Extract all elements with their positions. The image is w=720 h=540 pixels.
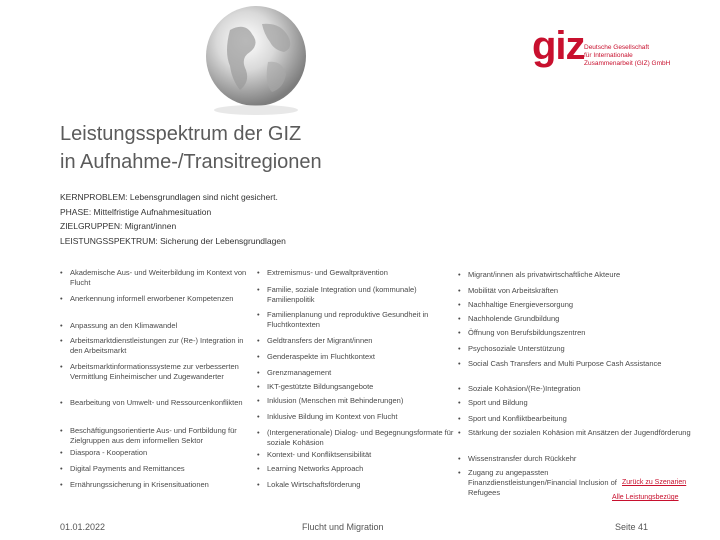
list-item: • Arbeitsmarktinformationssysteme zur verbesserten Vermittlung Einheimischer und Zugewanderter bbox=[60, 362, 239, 381]
list-item: • Nachhaltige Energieversorgung bbox=[458, 300, 574, 309]
logo-line: Deutsche Gesellschaft bbox=[584, 44, 650, 51]
list-item: • Lokale Wirtschaftsförderung bbox=[257, 480, 361, 489]
list-item: • Kontext- und Konfliktsensibilität bbox=[257, 450, 372, 459]
title-line-2: in Aufnahme-/Transitregionen bbox=[60, 151, 322, 173]
list-item: • Grenzmanagement bbox=[257, 368, 332, 377]
list-item: • Digital Payments and Remittances bbox=[60, 464, 185, 473]
list-item: • Learning Networks Approach bbox=[257, 464, 364, 473]
logo-line: für Internationale bbox=[584, 52, 633, 59]
list-item: • Zugang zu angepassten Finanzdienstleistungen/Financial Inclusion of Refugees bbox=[458, 468, 617, 497]
list-item: • (Intergenerationale) Dialog- und Begegnungsformate für soziale Kohäsion bbox=[257, 428, 454, 447]
meta-core-problem: KERNPROBLEM: Lebensgrundlagen sind nicht gesichert. bbox=[60, 192, 278, 202]
footer-date: 01.01.2022 bbox=[60, 522, 106, 532]
footer-page-number: Seite 41 bbox=[615, 522, 649, 532]
globe-image bbox=[190, 0, 322, 120]
list-item: • Soziale Kohäsion/(Re-)Integration bbox=[458, 384, 581, 393]
list-item: • Familienplanung und reproduktive Gesundheit in Fluchtkontexten bbox=[257, 310, 429, 329]
list-item: • Stärkung der sozialen Kohäsion mit Ansätzen der Jugendförderung bbox=[458, 428, 691, 437]
all-services-link[interactable]: Alle Leistungsbezüge bbox=[612, 494, 679, 501]
list-item: • Migrant/innen als privatwirtschaftliche Akteure bbox=[458, 270, 621, 279]
list-item: • Sport und Konfliktbearbeitung bbox=[458, 414, 567, 423]
list-item: • Anpassung an den Klimawandel bbox=[60, 321, 178, 330]
list-item: • Geldtransfers der Migrant/innen bbox=[257, 336, 373, 345]
back-to-scenarios-link[interactable]: Zurück zu Szenarien bbox=[622, 479, 687, 486]
list-item: • Familie, soziale Integration und (kommunale) Familienpolitik bbox=[257, 285, 417, 304]
logo-text bbox=[584, 44, 720, 68]
list-item: • Sport und Bildung bbox=[458, 398, 528, 407]
title-line-1: Leistungsspektrum der GIZ bbox=[60, 123, 302, 145]
meta-phase: PHASE: Mittelfristige Aufnahmesituation bbox=[60, 206, 212, 217]
list-item: • Genderaspekte im Fluchtkontext bbox=[257, 352, 375, 361]
list-item: • Diaspora - Kooperation bbox=[60, 448, 148, 457]
list-item: • Extremismus- und Gewaltprävention bbox=[257, 268, 388, 277]
list-item: • Ernährungssicherung in Krisensituationen bbox=[60, 480, 209, 489]
list-item: • Social Cash Transfers and Multi Purpose Cash Assistance bbox=[458, 359, 662, 368]
meta-service-spectrum: LEISTUNGSSPEKTRUM: Sicherung der Lebensgrundlagen bbox=[60, 235, 286, 246]
list-item: • Beschäftigungsorientierte Aus- und Fortbildung für Zielgruppen aus dem informellen Sektor bbox=[60, 426, 237, 445]
list-item: • Akademische Aus- und Weiterbildung im Kontext von Flucht bbox=[60, 268, 247, 287]
list-item: • Bearbeitung von Umwelt- und Ressourcenkonflikten bbox=[60, 398, 243, 407]
list-item: • Mobilität von Arbeitskräften bbox=[458, 286, 559, 295]
list-item: • Inklusion (Menschen mit Behinderungen) bbox=[257, 396, 404, 405]
list-item: • Anerkennung informell erworbener Kompetenzen bbox=[60, 294, 234, 303]
page-title bbox=[60, 120, 660, 176]
logo-mark: giz bbox=[532, 24, 585, 68]
list-item: • Psychosoziale Unterstützung bbox=[458, 344, 565, 353]
list-item: • Öffnung von Berufsbildungszentren bbox=[458, 328, 586, 337]
list-item: • Arbeitsmarktdienstleistungen zur (Re-) Integration in den Arbeitsmarkt bbox=[60, 336, 244, 355]
list-item: • Wissenstransfer durch Rückkehr bbox=[458, 454, 577, 463]
list-item: • Inklusive Bildung im Kontext von Flucht bbox=[257, 412, 398, 421]
meta-target-groups: ZIELGRUPPEN: Migrant/innen bbox=[60, 221, 177, 231]
logo-line: Zusammenarbeit (GIZ) GmbH bbox=[584, 60, 671, 67]
list-item: • IKT-gestützte Bildungsangebote bbox=[257, 382, 374, 391]
footer-topic: Flucht und Migration bbox=[302, 522, 384, 532]
meta-info bbox=[60, 190, 660, 248]
list-item: • Nachholende Grundbildung bbox=[458, 314, 560, 323]
